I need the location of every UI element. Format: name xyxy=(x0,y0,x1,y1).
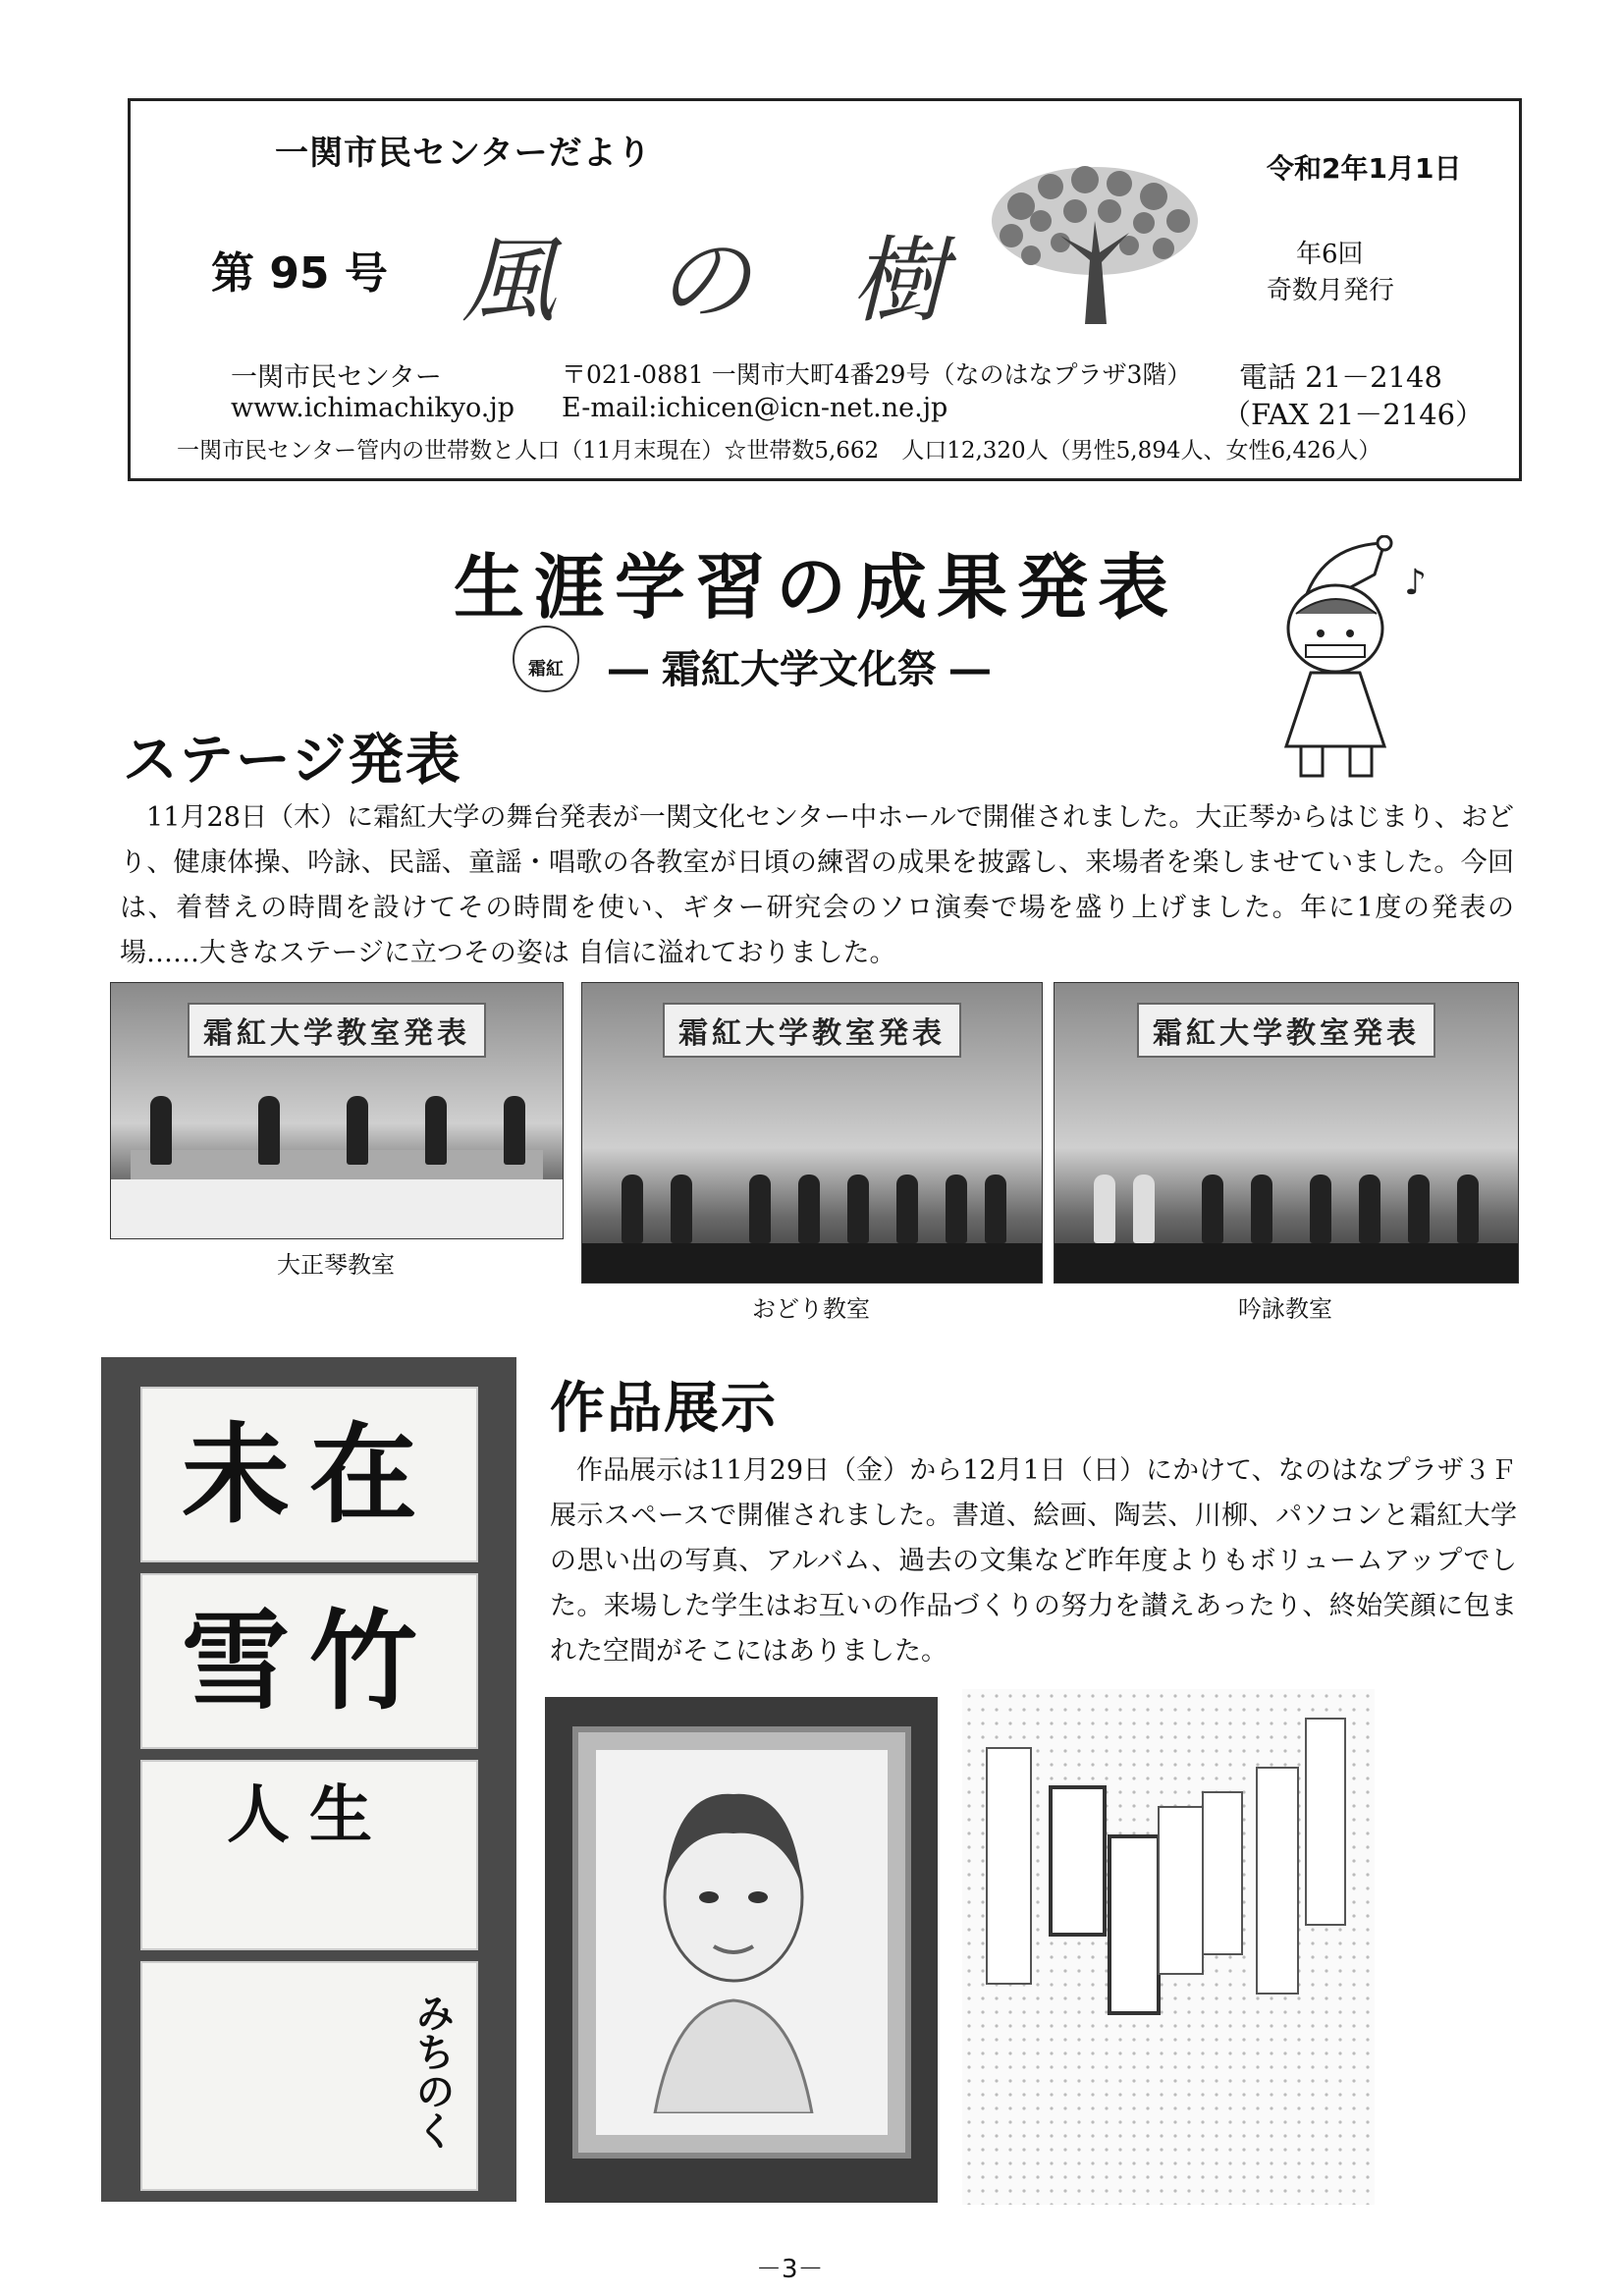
sub-headline: ― 霜紅大学文化祭 ― xyxy=(609,647,990,692)
girl-harmonica-illustration xyxy=(1257,535,1453,781)
stage-body-text: 11月28日（木）に霜紅大学の舞台発表が一関文化センター中ホールで開催されました。大正琴からはじまり、おどり、健康体操、吟詠、民謡、童謡・唱歌の各教室が日頃の練習の成果を披露し、来場者を楽しませていました。今回は、着替えの時間を設けてその時間を使い、ギター研究会のソロ演奏で場を盛り上げました。年に1度の発表の場……大きなステージに立つその姿は 自信に溢れておりました。 xyxy=(120,802,1514,968)
main-headline: 生涯学習の成果発表 xyxy=(454,546,1179,629)
exhibit-heading: 作品展示 xyxy=(550,1377,778,1441)
series-title: 一関市民センターだより xyxy=(275,134,652,173)
caption-taishogoto: 大正琴教室 xyxy=(277,1251,395,1279)
frequency-line-1: 年6回 xyxy=(1296,240,1364,269)
population-stats: 一関市民センター管内の世帯数と人口（11月末現在）☆世帯数5,662 人口12,320人（男性5,894人、女性6,426人） xyxy=(177,438,1381,464)
calligraphy-card xyxy=(140,1961,478,2191)
photo-banner: 霜紅大学教室発表 xyxy=(663,1003,961,1058)
logo-text: 霜紅 xyxy=(528,659,564,680)
calligraphy-text: 人生 xyxy=(227,1778,392,1852)
calligraphy-card xyxy=(140,1387,478,1562)
pegboard-display xyxy=(962,1689,1375,2205)
caption-ginei: 吟詠教室 xyxy=(1238,1295,1332,1323)
page-number: －3－ xyxy=(756,2255,824,2284)
issue-number: 第 95 号 xyxy=(211,248,388,299)
stage-heading: ステージ発表 xyxy=(123,729,462,793)
org-name: 一関市民センター xyxy=(231,362,442,393)
tree-logo xyxy=(982,162,1208,329)
photo-taishogoto xyxy=(110,982,564,1239)
phone-number: 電話 21－2148 xyxy=(1239,360,1442,394)
portrait-figure xyxy=(596,1750,871,2113)
photo-ginei xyxy=(1054,982,1519,1284)
calligraphy-text: 未在 xyxy=(182,1411,437,1538)
address: 〒021-0881 一関市大町4番29号（なのはなプラザ3階） xyxy=(562,360,1192,389)
exhibit-body-text: 作品展示は11月29日（金）から12月1日（日）にかけて、なのはなプラザ３Ｆ展示スペースで開催されました。書道、絵画、陶芸、川柳、パソコンと霜紅大学の思い出の写真、アルバム、過去の文集など昨年度よりもボリュームアップでした。来場した学生はお互いの作品づくりの努力を讃えあったり、終始笑顔に包まれた空間がそこにはありました。 xyxy=(550,1455,1517,1667)
frequency-line-2: 奇数月発行 xyxy=(1267,276,1395,305)
sokou-logo-icon xyxy=(513,626,579,692)
calligraphy-text: みちのく xyxy=(409,1993,456,2150)
fax-number: （FAX 21－2146） xyxy=(1222,398,1485,431)
photo-odori xyxy=(581,982,1043,1284)
svg-text:♪: ♪ xyxy=(1404,563,1427,603)
photo-banner: 霜紅大学教室発表 xyxy=(1137,1003,1435,1058)
photo-portrait-painting xyxy=(545,1697,938,2203)
website-link[interactable]: www.ichimachikyo.jp xyxy=(231,393,514,423)
email-link[interactable]: E-mail:ichicen@icn-net.ne.jp xyxy=(562,393,948,423)
issue-date: 令和2年1月1日 xyxy=(1267,152,1462,185)
calligraphy-text: 雪竹 xyxy=(182,1598,437,1724)
calligraphy-card xyxy=(140,1573,478,1749)
caption-odori: おどり教室 xyxy=(752,1295,870,1323)
photo-senryu-pegboard xyxy=(962,1689,1375,2205)
photo-banner: 霜紅大学教室発表 xyxy=(188,1003,486,1058)
calligraphy-card xyxy=(140,1760,478,1950)
photo-calligraphy-display xyxy=(101,1357,516,2202)
masthead-title: 風 の 樹 xyxy=(461,226,982,336)
